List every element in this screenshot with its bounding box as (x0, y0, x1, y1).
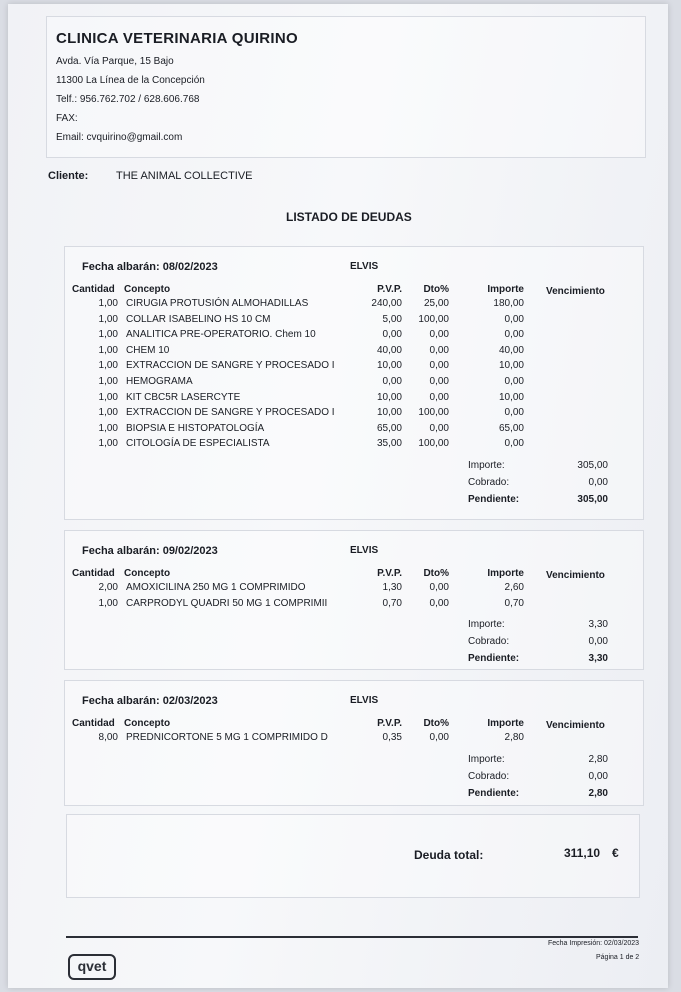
item-cantidad: 1,00 (98, 344, 118, 356)
item-importe: 40,00 (498, 344, 524, 356)
item-cantidad: 2,00 (98, 582, 118, 593)
col-concepto: Concepto (124, 718, 171, 729)
item-cantidad: 1,00 (98, 329, 118, 341)
item-dto: 0,00 (429, 360, 449, 372)
summary-cobrado-label: Cobrado: (468, 636, 510, 648)
summary-cobrado-label: Cobrado: (468, 477, 510, 488)
item-concepto: CHEM 10 (126, 344, 170, 356)
summary-importe-label: Importe: (468, 460, 505, 471)
total-label: Deuda total: (414, 848, 484, 862)
item-dto: 100,00 (418, 407, 449, 419)
col-importe: Importe (487, 284, 524, 295)
item-concepto: CARPRODYL QUADRI 50 MG 1 COMPRIMII (126, 597, 328, 609)
item-dto: 0,00 (429, 391, 449, 403)
item-dto: 0,00 (429, 329, 449, 341)
item-concepto: HEMOGRAMA (126, 376, 193, 387)
item-importe: 0,00 (504, 407, 524, 419)
clinic-phone: Telf.: 956.762.702 / 628.606.768 (56, 94, 200, 105)
page-title: LISTADO DE DEUDAS (286, 210, 412, 224)
item-cantidad: 1,00 (98, 391, 118, 403)
col-vencimiento: Vencimiento (546, 570, 605, 581)
footer-rule (66, 936, 638, 938)
item-dto: 100,00 (418, 438, 449, 450)
item-pvp: 1,30 (382, 582, 402, 593)
summary-pendiente-value: 2,80 (588, 787, 608, 799)
item-concepto: EXTRACCION DE SANGRE Y PROCESADO I (126, 407, 335, 419)
item-concepto: ANALITICA PRE-OPERATORIO. Chem 10 (126, 329, 316, 341)
item-pvp: 5,00 (382, 313, 402, 325)
item-cantidad: 1,00 (98, 360, 118, 372)
col-dto: Dto% (423, 284, 449, 295)
item-dto: 0,00 (429, 732, 449, 743)
item-importe: 65,00 (498, 422, 524, 434)
summary-cobrado-value: 0,00 (588, 477, 608, 488)
col-cantidad: Cantidad (72, 568, 115, 579)
summary-cobrado-value: 0,00 (588, 636, 608, 648)
item-dto: 25,00 (423, 298, 449, 309)
invoice-date: Fecha albarán: 09/02/2023 (82, 545, 218, 557)
item-importe: 2,80 (504, 732, 524, 743)
item-importe: 2,60 (504, 582, 524, 593)
total-box (66, 814, 640, 898)
total-currency: € (612, 846, 619, 860)
item-pvp: 0,35 (382, 732, 402, 743)
item-cantidad: 8,00 (98, 732, 118, 743)
summary-pendiente-label: Pendiente: (468, 787, 520, 799)
item-concepto: EXTRACCION DE SANGRE Y PROCESADO I (126, 360, 335, 372)
col-pvp: P.V.P. (377, 568, 402, 579)
item-dto: 0,00 (429, 582, 449, 593)
clinic-city: 11300 La Línea de la Concepción (56, 75, 205, 86)
item-pvp: 10,00 (376, 407, 402, 419)
item-concepto: PREDNICORTONE 5 MG 1 COMPRIMIDO D (126, 732, 328, 743)
patient-name: ELVIS (350, 545, 379, 556)
invoice-date: Fecha albarán: 08/02/2023 (82, 261, 218, 273)
document-page (8, 4, 668, 988)
item-concepto: BIOPSIA E HISTOPATOLOGÍA (126, 422, 265, 434)
item-cantidad: 1,00 (98, 597, 118, 609)
item-pvp: 10,00 (376, 391, 402, 403)
col-cantidad: Cantidad (72, 718, 115, 729)
summary-pendiente-label: Pendiente: (468, 653, 520, 665)
patient-name: ELVIS (350, 261, 379, 272)
client-label: Cliente: (48, 170, 89, 182)
summary-importe-label: Importe: (468, 753, 505, 765)
col-vencimiento: Vencimiento (546, 720, 605, 731)
item-pvp: 0,00 (382, 376, 402, 387)
item-cantidad: 1,00 (98, 298, 118, 309)
page-number: Página 1 de 2 (596, 954, 640, 961)
summary-importe-label: Importe: (468, 619, 505, 631)
summary-cobrado-value: 0,00 (588, 770, 608, 782)
summary-importe-value: 305,00 (577, 460, 608, 471)
print-date: Fecha Impresión: 02/03/2023 (548, 940, 640, 947)
col-concepto: Concepto (124, 284, 171, 295)
item-dto: 0,00 (429, 597, 449, 609)
client-name: THE ANIMAL COLLECTIVE (116, 170, 253, 182)
col-cantidad: Cantidad (72, 284, 115, 295)
item-cantidad: 1,00 (98, 407, 118, 419)
summary-cobrado-label: Cobrado: (468, 770, 510, 782)
item-concepto: COLLAR ISABELINO HS 10 CM (126, 313, 271, 325)
item-pvp: 0,00 (382, 329, 402, 341)
item-importe: 0,00 (504, 329, 524, 341)
item-dto: 0,00 (429, 376, 449, 387)
item-cantidad: 1,00 (98, 313, 118, 325)
item-concepto: CITOLOGÍA DE ESPECIALISTA (126, 438, 270, 450)
item-importe: 0,00 (504, 313, 524, 325)
invoice-date: Fecha albarán: 02/03/2023 (82, 695, 218, 707)
col-vencimiento: Vencimiento (546, 286, 605, 297)
item-dto: 0,00 (429, 422, 449, 434)
col-pvp: P.V.P. (377, 718, 402, 729)
item-concepto: KIT CBC5R LASERCYTE (126, 391, 241, 403)
col-importe: Importe (487, 718, 524, 729)
clinic-fax: FAX: (56, 113, 78, 124)
summary-pendiente-label: Pendiente: (468, 494, 520, 505)
summary-pendiente-value: 3,30 (588, 653, 608, 665)
col-dto: Dto% (423, 718, 449, 729)
col-importe: Importe (487, 568, 524, 579)
item-importe: 0,00 (504, 376, 524, 387)
clinic-name: CLINICA VETERINARIA QUIRINO (56, 30, 298, 47)
clinic-email: Email: cvquirino@gmail.com (56, 132, 183, 143)
item-cantidad: 1,00 (98, 422, 118, 434)
summary-importe-value: 2,80 (588, 753, 608, 765)
item-concepto: CIRUGIA PROTUSIÓN ALMOHADILLAS (126, 298, 309, 309)
clinic-address: Avda. Vía Parque, 15 Bajo (56, 56, 174, 67)
item-pvp: 10,00 (376, 360, 402, 372)
col-pvp: P.V.P. (377, 284, 402, 295)
item-pvp: 35,00 (376, 438, 402, 450)
total-value: 311,10 (564, 846, 601, 860)
item-dto: 0,00 (429, 344, 449, 356)
item-importe: 10,00 (498, 391, 524, 403)
col-concepto: Concepto (124, 568, 171, 579)
item-importe: 10,00 (498, 360, 524, 372)
item-pvp: 65,00 (376, 422, 402, 434)
item-importe: 180,00 (493, 298, 524, 309)
summary-pendiente-value: 305,00 (577, 494, 608, 505)
item-pvp: 40,00 (376, 344, 402, 356)
qvet-logo: qvet (68, 954, 116, 980)
item-cantidad: 1,00 (98, 438, 118, 450)
item-pvp: 0,70 (382, 597, 402, 609)
item-pvp: 240,00 (371, 298, 402, 309)
item-importe: 0,00 (504, 438, 524, 450)
item-importe: 0,70 (504, 597, 524, 609)
col-dto: Dto% (423, 568, 449, 579)
summary-importe-value: 3,30 (588, 619, 608, 631)
item-cantidad: 1,00 (98, 376, 118, 387)
patient-name: ELVIS (350, 695, 379, 706)
item-concepto: AMOXICILINA 250 MG 1 COMPRIMIDO (126, 582, 306, 593)
item-dto: 100,00 (418, 313, 449, 325)
